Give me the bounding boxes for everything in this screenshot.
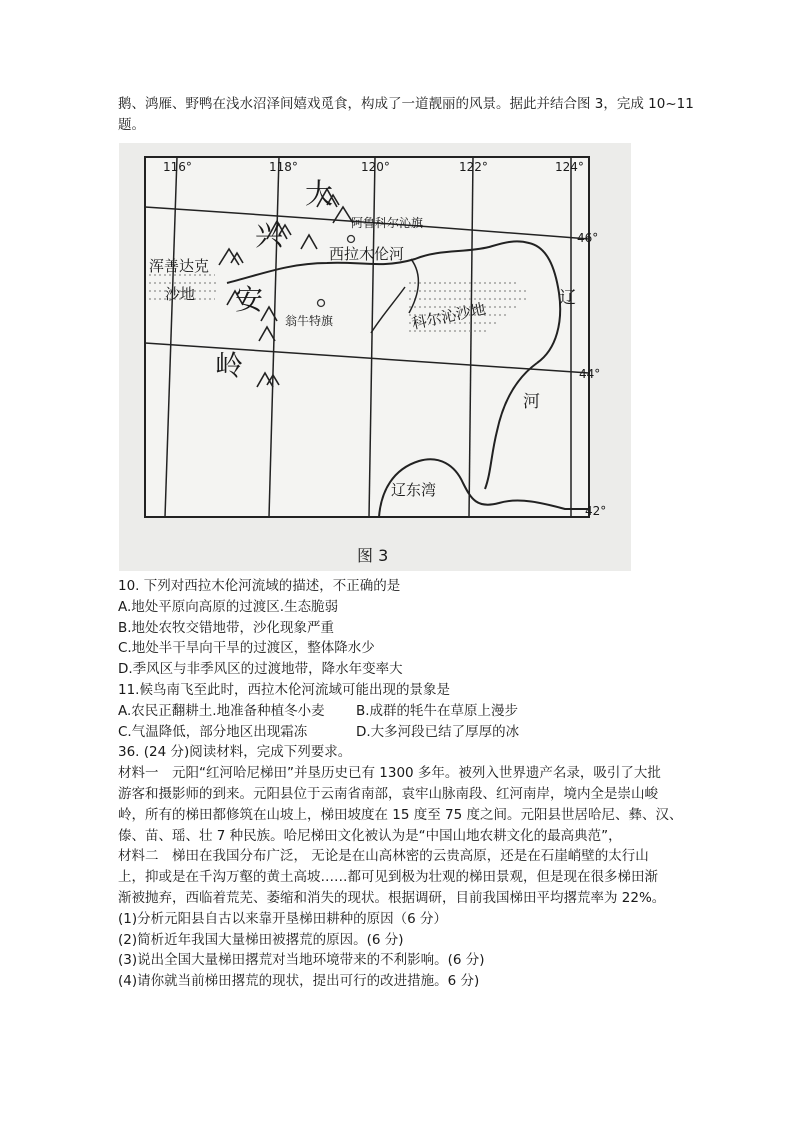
q36-material1-line2: 游客和摄影师的到来。元阳县位于云南省南部，袁牢山脉南段、红河南岸，境内全是崇山峻 bbox=[118, 785, 658, 802]
label-alukeerqin: 阿鲁科尔沁旗 bbox=[351, 216, 424, 230]
q36-material2-line3: 渐被抛弃，西临着荒芜、萎缩和消失的现状。根据调研，目前我国梯田平均撂荒率为 22%。 bbox=[118, 889, 666, 906]
label-da: 大 bbox=[305, 177, 334, 210]
q36-material1-line3: 岭，所有的梯田都修筑在山坡上，梯田坡度在 15 度至 75 度之间。元阳县世居哈尼、彝、汉、 bbox=[118, 806, 683, 823]
map-figure-3 bbox=[119, 143, 631, 571]
q36-requirement-1: (1)分析元阳县自古以来靠开垦梯田耕种的原因（6 分） bbox=[118, 910, 448, 927]
q36-requirement-4: (4)请你就当前梯田撂荒的现状，提出可行的改进措施。6 分) bbox=[118, 973, 480, 990]
q36-requirement-2: (2)简析近年我国大量梯田被撂荒的原因。(6 分) bbox=[118, 931, 404, 948]
q36-stem: 36. (24 分)阅读材料，完成下列要求。 bbox=[118, 744, 352, 761]
q36-material2-line1: 材料二 梯田在我国分布广泛， 无论是在山高林密的云贵高原，还是在石崖峭壁的太行山 bbox=[118, 848, 649, 865]
lat-label-44: 44° bbox=[579, 367, 601, 381]
intro-line-2: 题。 bbox=[118, 117, 145, 133]
lon-label-122: 122° bbox=[459, 160, 488, 174]
q10-option-c: C.地处半干旱向干旱的过渡区，整体降水少 bbox=[118, 640, 375, 657]
q10-option-b: B.地处农牧交错地带，沙化现象严重 bbox=[118, 619, 335, 636]
lon-label-118: 118° bbox=[269, 160, 298, 174]
label-an: 安 bbox=[235, 283, 264, 316]
q36-material1-line4: 傣、苗、瑶、壮 7 种民族。哈尼梯田文化被认为是“中国山地农耕文化的最高典范”， bbox=[118, 827, 622, 844]
q36-material2-line2: 上，抑或是在千沟万壑的黄土高坡……都可见到极为壮观的梯田景观，但是现在很多梯田渐 bbox=[118, 869, 658, 886]
q10-option-a: A.地处平原向高原的过渡区.生态脆弱 bbox=[118, 598, 339, 615]
lon-label-124: 124° bbox=[555, 160, 584, 174]
label-he: 河 bbox=[523, 392, 540, 412]
label-wengniute: 翁牛特旗 bbox=[285, 314, 334, 328]
q36-material1-line1: 材料一 元阳“红河哈尼梯田”并垦历史已有 1300 多年。被列入世界遗产名录，吸引了大批 bbox=[118, 765, 661, 782]
figure-caption: 图 3 bbox=[357, 546, 389, 565]
intro-text bbox=[118, 94, 694, 136]
q11-options-row-2 bbox=[118, 722, 688, 743]
q10-stem: 10. 下列对西拉木伦河流域的描述，不正确的是 bbox=[118, 578, 401, 594]
q11-stem: 11.候鸟南飞至此时，西拉木伦河流域可能出现的景象是 bbox=[118, 681, 450, 698]
label-liaodongwan: 辽东湾 bbox=[391, 481, 437, 499]
label-shadi: 沙地 bbox=[165, 285, 196, 303]
q11-options-row-1 bbox=[118, 701, 688, 722]
q11-option-b: B.成群的牦牛在草原上漫步 bbox=[356, 702, 519, 719]
questions-block bbox=[118, 576, 688, 992]
label-liao: 辽 bbox=[559, 288, 576, 308]
label-xilamulun: 西拉木伦河 bbox=[329, 245, 405, 263]
q11-option-c: C.气温降低，部分地区出现霜冻 bbox=[118, 723, 308, 740]
label-ling: 岭 bbox=[215, 349, 244, 382]
lat-label-46: 46° bbox=[577, 231, 599, 245]
lon-label-116: 116° bbox=[163, 160, 192, 174]
q36-requirement-3: (3)说出全国大量梯田撂荒对当地环境带来的不利影响。(6 分) bbox=[118, 952, 485, 969]
label-hunshandake: 浑善达克 bbox=[149, 257, 210, 275]
intro-line-1: 鹅、鸿雁、野鸭在浅水沼泽间嬉戏觅食，构成了一道靓丽的风景。据此并结合图 3，完成 10~11 bbox=[118, 96, 694, 112]
lon-label-120: 120° bbox=[361, 160, 390, 174]
q11-option-a: A.农民正翻耕土.地准备种植冬小麦 bbox=[118, 702, 325, 719]
lat-label-42: 42° bbox=[585, 504, 607, 518]
map-svg bbox=[119, 143, 631, 571]
label-xing: 兴 bbox=[255, 219, 284, 252]
q10-option-d: D.季风区与非季风区的过渡地带，降水年变率大 bbox=[118, 661, 403, 678]
q11-option-d: D.大多河段已结了厚厚的冰 bbox=[356, 723, 520, 740]
label-keerqin: 科尔沁沙地 bbox=[410, 299, 488, 333]
